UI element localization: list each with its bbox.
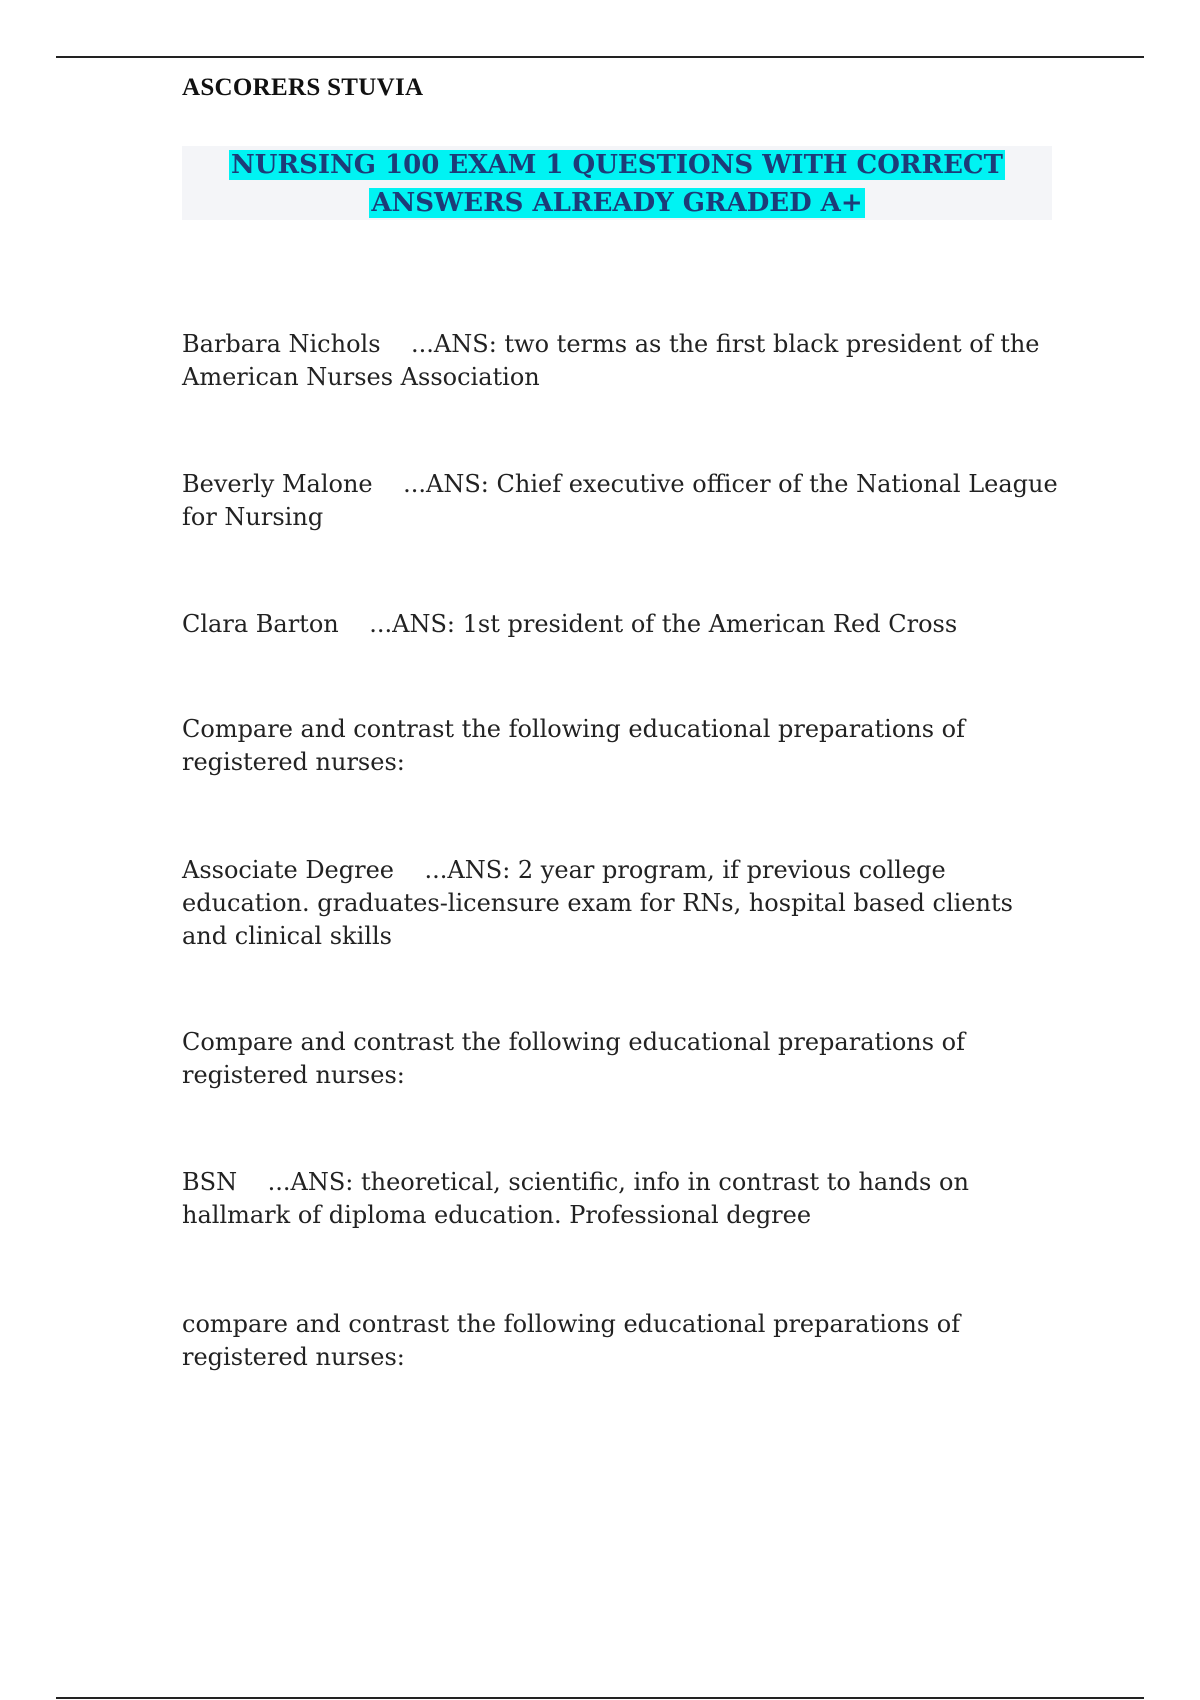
entry-answer: ...ANS: Chief executive officer of the National League for Nursing <box>182 470 1058 531</box>
entry-term: Compare and contrast the following educational preparations of registered nurses: <box>182 1028 966 1089</box>
entry-term: Beverly Malone <box>182 470 373 498</box>
entry-term: Barbara Nichols <box>182 330 381 358</box>
entry-term: Associate Degree <box>182 856 395 884</box>
entry-term: BSN <box>182 1168 238 1196</box>
title-line-1-text: NURSING 100 EXAM 1 QUESTIONS WITH CORRECT <box>231 150 1003 180</box>
qa-prompt <box>182 713 1062 779</box>
qa-prompt <box>182 1026 1062 1092</box>
qa-entry <box>182 468 1062 534</box>
qa-entry <box>182 1166 1062 1232</box>
title-line-1 <box>182 146 1052 184</box>
entry-term: compare and contrast the following educational preparations of registered nurses: <box>182 1310 961 1371</box>
qa-entry <box>182 328 1062 394</box>
entry-answer: ...ANS: 1st president of the American Red Cross <box>369 610 958 638</box>
document-title <box>182 146 1052 220</box>
qa-entry <box>182 854 1062 953</box>
entry-term: Clara Barton <box>182 610 339 638</box>
title-line-2-text: ANSWERS ALREADY GRADED A+ <box>371 188 863 218</box>
entry-answer: ...ANS: theoretical, scientific, info in contrast to hands on hallmark of diploma education. Professional degree <box>182 1168 969 1229</box>
entry-answer: ...ANS: two terms as the first black president of the American Nurses Association <box>182 330 1040 391</box>
entry-term: Compare and contrast the following educational preparations of registered nurses: <box>182 715 966 776</box>
bottom-rule <box>56 1697 1144 1699</box>
top-rule <box>56 56 1144 58</box>
header-label: ASCORERS STUVIA <box>182 74 424 101</box>
qa-entry <box>182 608 1062 641</box>
title-line-2 <box>182 184 1052 222</box>
entry-answer: ...ANS: 2 year program, if previous college education. graduates-licensure exam for RNs, hospital based clients and clinical skills <box>182 856 1013 950</box>
qa-prompt <box>182 1308 1062 1374</box>
